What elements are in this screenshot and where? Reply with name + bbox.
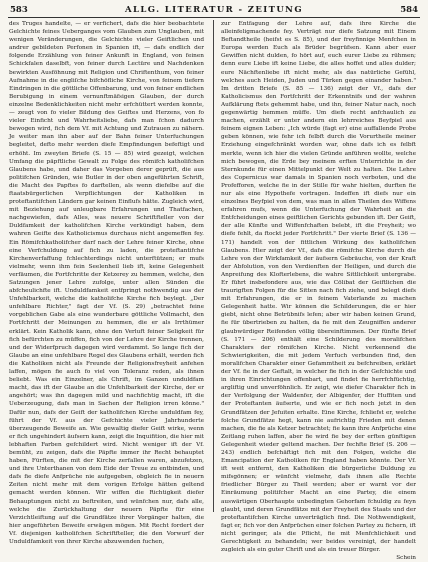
header-rule xyxy=(8,17,420,18)
left-column xyxy=(9,20,204,545)
page-number: 583 xyxy=(10,5,28,15)
column-divider xyxy=(213,20,214,512)
left-column-text: des Truges handelte, — er verfichert, dafs die hier beobachtete Gelchichte feines Ueberganges vom Glauben zum Unglauben, mit wenigen Veränderungen, die Gelchichte vieler Geiftlichen und andrer gebildeten Perfonen in Spanien ift, — dafs endlich der folgende Erzählung von feiner Ankunft in England, von feinen Schickfalen daselbft, von feiner durch Lectüre und Nachdenken bewirkten Ausföhnung mit Religion und Chriftenthum, von feiner Aufnahme in die engliſche bifchöfliche Kirche, von feinem tiefern Eindringen in die göttliche Offenbarung, und von feiner endlichen Berubigung in einem vernunftmäfsigen Glauben, der durch einzelne Bedenklichkeiten nicht mehr erfchüttert werden konnte, — zeugt von fo vieler Bildung des Geiftes und Herzens, von fo vieler Einficht und Wahrheitsliebe, dafs man fchon dadurch bewogen wird, fich dem Vf. mit Achtung und Zutrauen zu nähern. Je weiter man ihn aber auf der Bahn feiner Unterfuchungen begleitet, defto mehr werden diefe Empfindungen befeftigt und erhöht. Im zweyten Briefe (S. 15 — 85) wird gezeigt, welchen Umfang die päpftliche Gewalt zu Folge des römifch katholifchen Glaubens habe, und daher das Vorgeben derer geprüft, die aus politifchen Gründen, wie Butler in der oben angeführten Schrift, die Macht des Papftes fo darftellen, als wenn diefelbe auf die ftaatsbürgerlichen Verpflichtungen der Katholiken in proteftantifchen Ländern gar keinen Einflufs hätte. Zugleich wird, mit Beziehung auf unleugbare Erfahrungen und Thatfachen, nachgewiefen, dafs Alles, was neuere Schriftfteller von der Duldfamkeit der katholifchen Kirche verkündigt haben, dem wahren Geifte des Katholicismus durchaus nicht angemeffen fey. Ein Römifchkatholifcher darf nach der Lehre feiner Kirche, ohne eine Verfchuldung auf fich zu laden, die proteftantifche Kirchenverfaffung fchlechterdings nicht unterftützen; er mufs vielmehr, wenn ihm fein Seelenheil lieb ift, keine Gelegenheit verfäumen, die Fortfchritte der Ketzerey zu hemmen, welche, den Satzungen jener Lehre zufolge, unter allen Sünden die abfcheulichfte ift. Unduldfamkeit entfpringt nothwendig aus der Unfehlbarkeit, welche die katholifche Kirche fich beylegt. „Der unfehlbare Richter," fagt der Vf. (S. 29) „betrachtet feine vorgeblichen Gabe als eine wunderbare göttliche Vollmacht, den Fortfchritt der Meinungen zu hemmen, die er als Irrthümer erklärt. Kein Katholik kann, ohne den Verluft feiner Seligkeit für fich befürchten zu müffen, fich von der Lehre der Kirche trennen, und der Widerfpruch dagegen wird verdammt. So lange fich der Glaube an eine unfehlbare Regel des Glaubens erhält, werden fich die Katholiken nicht als Freunde der Religionsfreyheit anfehen laffen, mögen fie auch fo viel von Toleranz reden, als ihnen beliebt. Was ein Einzelner, als Chrift, im Ganzen unduldfam macht, das ift der Glaube an die Unfehlbarkeit der Kirche, der er angehört; was ihn dagegen mild und nachfichtig macht, ift die Ueberzeugung, dafs man in Sachen der Religion irren könne." Dafür nun, dafs der Geift der katholifchen Kirche unduldfam fey, führt der Vf. aus der Gefchichte vieler Jahrhunderte überzeugende Beweife an. Wie gewaltig diefer Geift wirke, wenn er fich ungehindert äufsern kann, zeigt die Inquifition, die hier mit lebhaften Farben gefchildert wird. Nicht weniger ift der Vf. bemüht, zu zeigen, dafs die Päpfte immer ihr Recht behauptet haben, Fürften, die mit der Kirche zerfallen waren, abzufetzen, und ihre Unterthanen von dem Eide der Treue zu entbinden, und dafs fie diefe Anfprüche nie aufgegeben, obgleich fie in neuern Zeiten nicht mehr mit dem vorigen Erfolge hätten geltend gemacht werden können. Wir wiffen die Richtigkeit diefer Behauptungen nicht zu beftreiten, und wünfchen nur, dafs alle, welche die Zurückhaltung der neuern Päpfte für eine Verzichtleiftung auf die Grundfätze ihrer Vorgänger halten, die hier angeführten Beweife erwägen mögen. Mit Recht fordert der Vf. diejenigen katholifchen Schriftfteller, die den Vorwurf der Unduldfamkeit von ihrer Kirche abzuwenden fuchen, xyxy=(9,21,204,545)
right-column-text: zur Entfagung der Lehre auf, dafs ihre Kirche die alleinfeligmachende fey. Verträgt nur diefe Satzung mit Einem Beftandtheile (heifst es S. 85), und der freyfinnige Menfchen in Europa werden Euch als Brüder begrüfsen. Kann aber euer Gewiffen nicht dulden, fo hört auf, euch eurer Liebe zu rühmen; denn eure Liebe ift keine Liebe, die alles hoffet und alles dulder; eure Nächftenliebe ift nicht mehr, als das natürliche Gefühl, welches auch Heiden, Juden und Türken gegen einander haben." Im dritten Briefe (S. 85 — 136) zeigt der Vf., dafs der Katholicismus den Fortfchritt der Erkenntnifs und der wahren Aufklärung ftets gehemmt habe, und ihn, feiner Natur nach, noch gegenwärtig hemmen müffe. Um diefs recht anfchaulich zu machen, erzählt er unter andern ein lehrreiches Beyfpiel aus feinem eignen Leben: „Ich würde (fagt er) eine auffallende Probe geben können, wie fehr ich felbft durch die Vorurtheile meiner Erziehung eingefchränkt worden war, ohne dafs ich es felbft merkte, wenn ich hier die vielen Gründe anführen wollte, welche mich bewogen, die Erde bey meinem erften Unterrichte in der Sternkunde für einen Mittelpunkt der Welt zu halten. Die Lehre des Copernicus war damals in Spanien noch verboten, und die Profefforen, welche fie in der Stille für wahr hielten, durften fie nur als eine Hypothefe vortragen. Indeffen ift diefs nur ein einzelnes Beyfpiel von dem, was man in allen Theilen des Wiffens erfahren mufs, wenn die Unterfuchung der Wahrheit an die Entfcheidungen eines geiftlichen Gerichts gebunden ift. Der Geift, der alle Künfte und Wiffenfchaften belebt, ift die Freyheit; wo diefe fehlt, da ftockt jeder Fortfchritt." Der vierte Brief (S. 136 — 171) handelt von der fittlichen Wirkung des katholifchen Glaubens. Hier zeigt der Vf., dafs die römifche Kirche durch die Lehre von der Wirkfamkeit der äufsern Gebräuche, von der Kraft der Abfolution, von den Verdienften der Heiligen, und durch die Anpreifung des Klofterlebens, die wahre Sittlichkeit untergrabe. Er führt insbefondere aus, wie das Cölibat der Geiftlichen die traurigften Folgen für die Sitten nach fich ziehe, und belegt diefs mit Erfahrungen, die er in feinem Vaterlande zu machen Gelegenheit hatte. Wir können die Schilderungen, die er hier giebt, nicht ohne Betrübnifs lefen; aber wir haben keinen Grund, fie für übertrieben zu halten, da fie mit den Zeugniffen anderer glaubwürdiger Reifenden völlig übereinftimmen. Der fünfte Brief (S. 171 — 206) enthält eine Schilderung des moralifchen Charakters der römifchen Kirche. Nicht verkennend die Schwierigkeiten, die mit jedem Verfuch verbunden find, den moralifchen Charakter einer Gefammtheit zu befchreiben, erklärt der Vf. fie in der Geftalt, in welcher fie fich in der Gefchichte und in ihren Einrichtungen offenbart, und findet fie herrfchfüchtig, argliftig und unverföhnlich. Er zeigt, wie diefer Charakter fich in der Verfolgung der Waldenfer, der Albigenfer, der Huffiten und der Proteftanten äufserte, und wie er fich noch jetzt in den Grundfätzen der Jefuiten erhalte. Eine Kirche, fchliefst er, welche folche Grundfätze hegt, kann nie aufrichtig Frieden mit denen machen, die fie als Ketzer betrachtet; fie kann ihre Anfprüche eine Zeitlang ruhen laffen, aber fie wird fie bey der erften günftigen Gelegenheit wieder geltend machen. Der fechfte Brief (S. 206 — 243) endlich befchäftigt fich mit den Folgen, welche die Emancipation der Katholiken für England haben könnte. Der Vf. ift weit entfernt, den Katholiken die bürgerliche Duldung zu mifsgönnen; er wünfcht vielmehr, dafs ihnen alle Rechte friedlicher Bürger zu Theil werden; aber er warnt vor der Einräumung politifcher Macht an eine Partey, die einem auswärtigen Oberhaupte unbedingten Gehorfam fchuldig zu feyn glaubt, und deren Grundfätze mit der Freyheit des Staats und der proteftantifchen Kirche unverträglich find. Die Nothwendigkeit, fagt er, fich vor den Anfprüchen einer folchen Partey zu fichern, ift nicht geringer, als die Pflicht, fie mit Menfchlichkeit und Gerechtigkeit zu behandeln; wer beides vereinigt, der handelt zugleich als ein guter Chrift und als ein treuer Bürger. xyxy=(221,21,416,554)
page-header xyxy=(6,3,422,17)
signature: Schein xyxy=(396,555,416,562)
journal-title: ALLG. LITERATUR - ZEITUNG xyxy=(124,5,304,15)
column-number: 584 xyxy=(400,5,418,15)
right-column xyxy=(221,20,416,562)
